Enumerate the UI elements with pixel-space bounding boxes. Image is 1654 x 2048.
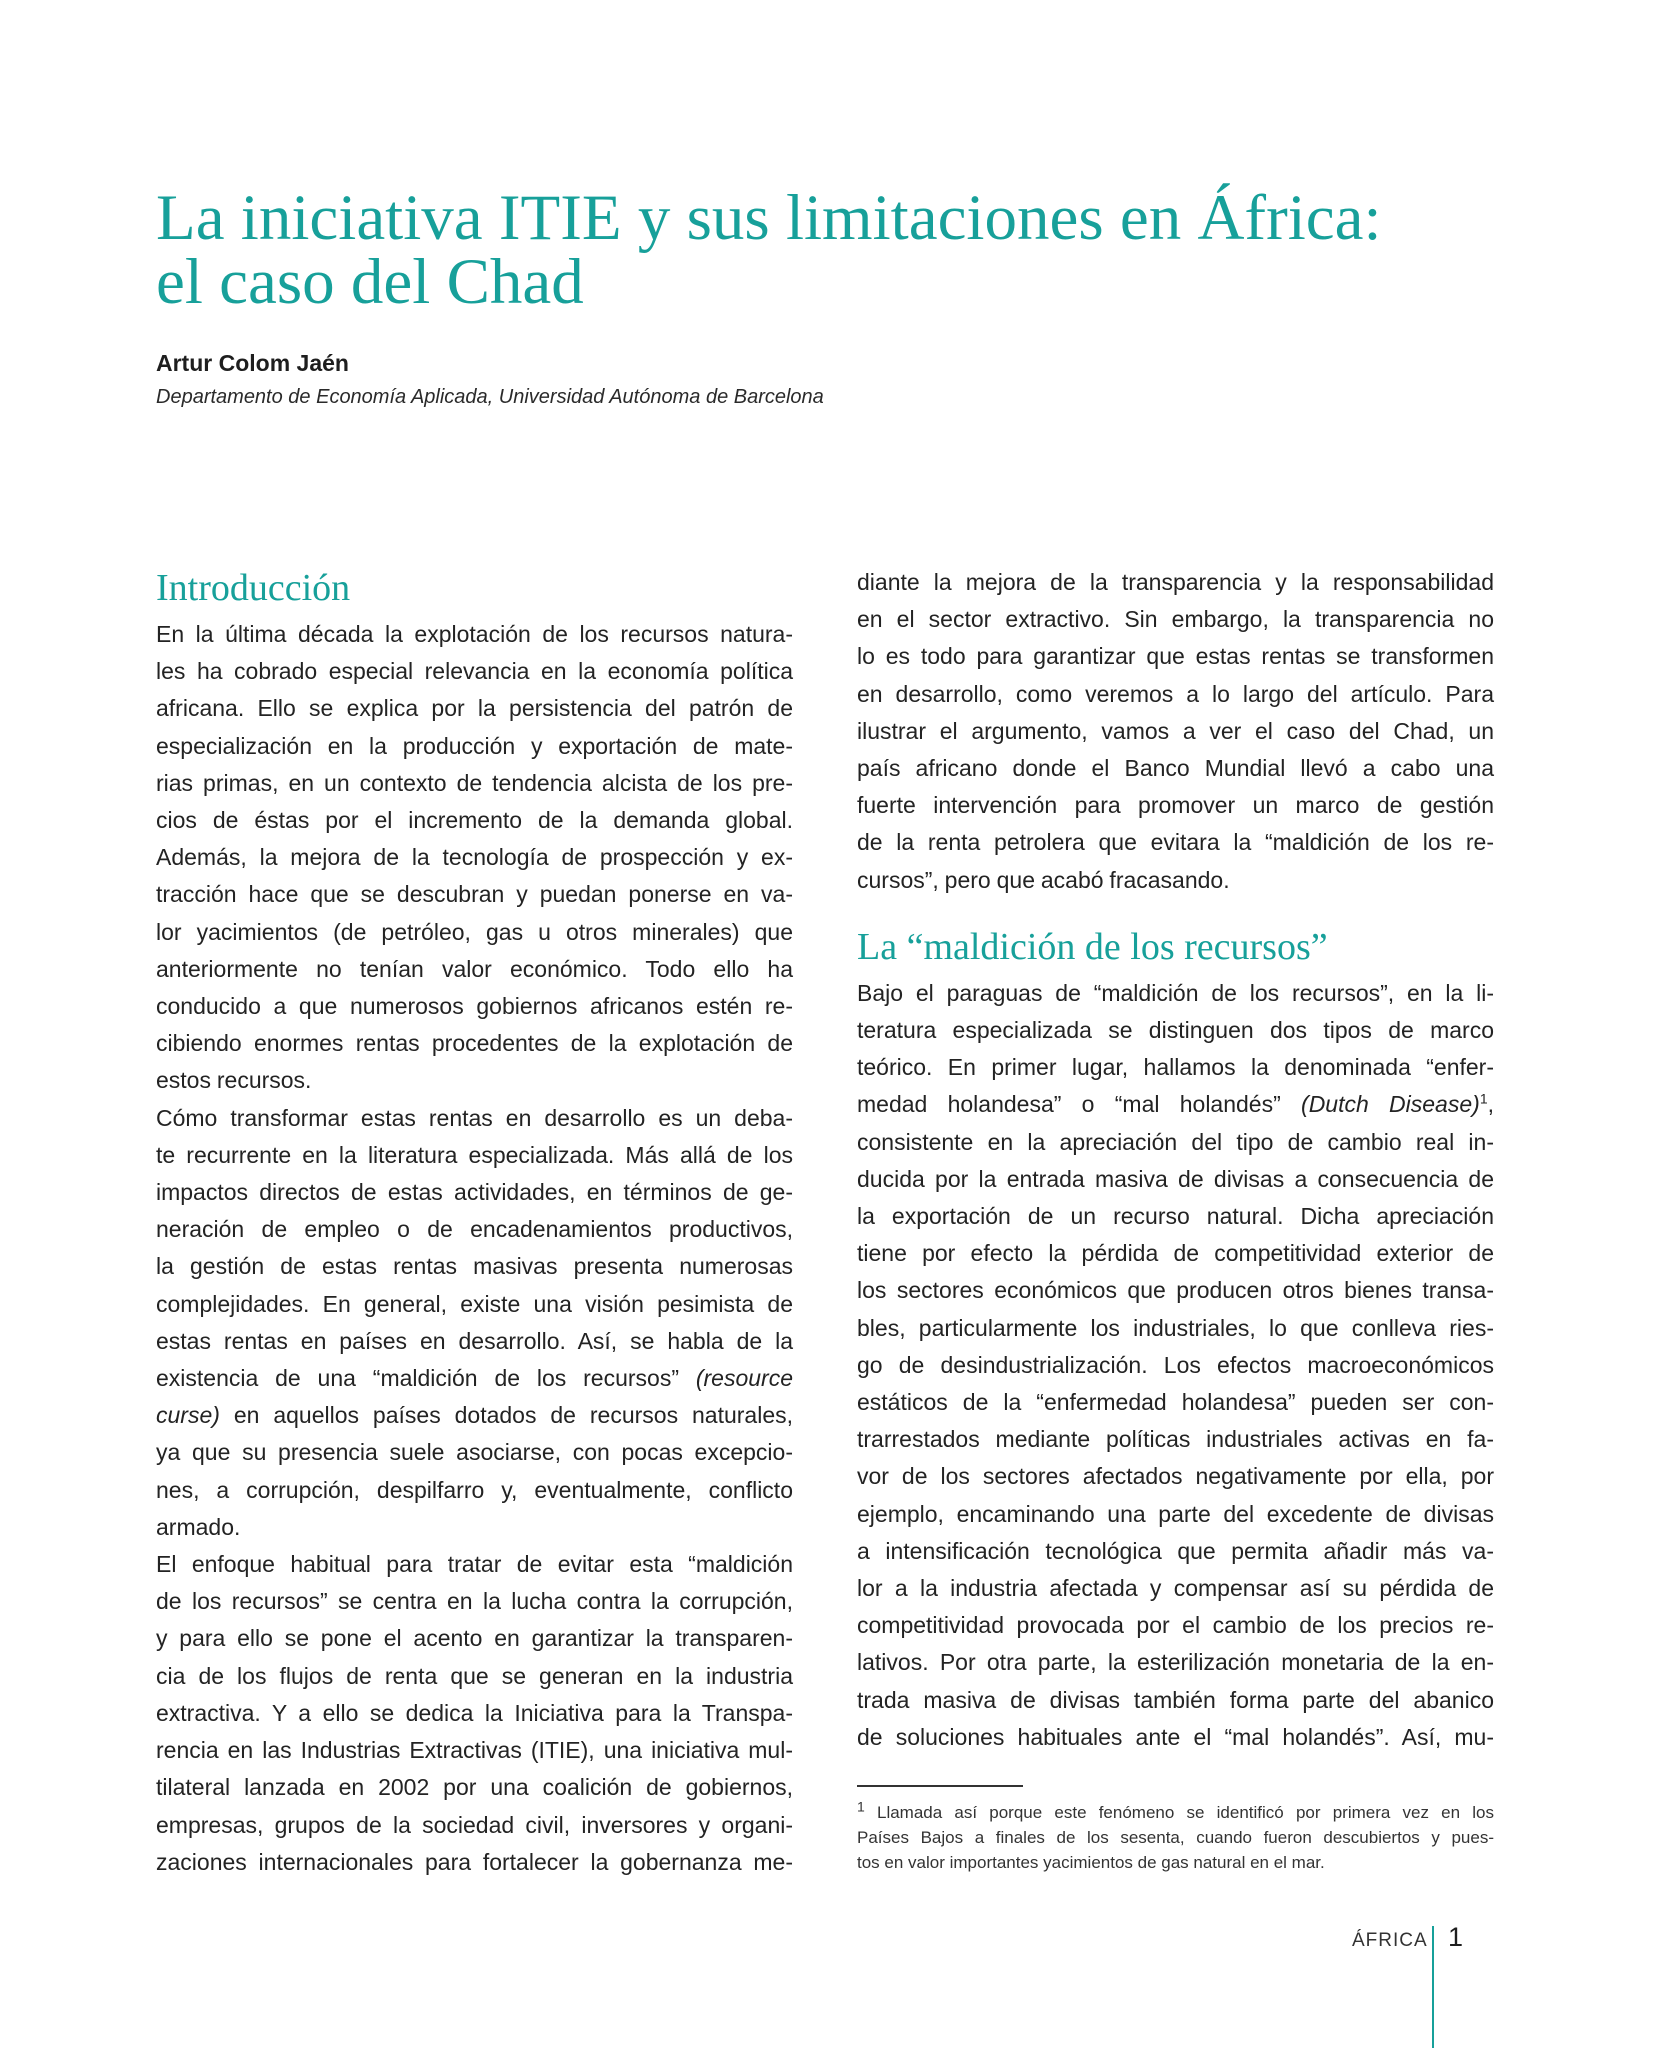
text-line: y para ello se pone el acento en garantizar la transparen-: [156, 1625, 793, 1652]
footnote-text: Llamada así porque este fenómeno se identificó por primera vez en los: [877, 1803, 1494, 1822]
text-line: cursos”, pero que acabó fracasando.: [857, 866, 1230, 893]
text-line: lor a la industria afectada y compensar así su pérdida de: [857, 1575, 1494, 1602]
text-line: cibiendo enormes rentas procedentes de la explotación de: [156, 1030, 793, 1057]
footer-divider: [1432, 1926, 1434, 2048]
paragraph-intro-2: [156, 1100, 793, 1546]
text-line: a intensificación tecnológica que permita añadir más va-: [857, 1537, 1494, 1564]
text-line: Bajo el paraguas de “maldición de los recursos”, en la li-: [857, 979, 1494, 1006]
title-line-1: La iniciativa ITIE y sus limitaciones en África:: [156, 182, 1382, 254]
paragraph-intro-continued: [857, 564, 1494, 899]
footnote-line: [857, 1850, 1494, 1875]
text-line: teórico. En primer lugar, hallamos la denominada “enfer-: [857, 1054, 1494, 1081]
author-name: Artur Colom Jaén: [156, 350, 349, 376]
text-line: cia de los flujos de renta que se generan en la industria: [156, 1662, 793, 1689]
section-heading-introduction: Introducción: [156, 567, 351, 609]
article-title: [156, 182, 1456, 318]
text-line: país africano donde el Banco Mundial llevó a cabo una: [857, 755, 1494, 782]
section-spacer: [857, 899, 1494, 913]
text-line: teratura especializada se distinguen dos tipos de marco: [857, 1017, 1494, 1044]
text-line: estas rentas en países en desarrollo. Así, se habla de la: [156, 1327, 793, 1354]
text-line: [156, 1360, 793, 1397]
footnote-text: Países Bajos a finales de los sesenta, cuando fueron descubiertos y pues-: [857, 1828, 1494, 1847]
text-line: la gestión de estas rentas masivas presenta numerosas: [156, 1253, 793, 1280]
text-line: lo es todo para garantizar que estas rentas se transformen: [857, 643, 1494, 670]
paragraph-intro-3: [156, 1546, 793, 1881]
text-line: africana. Ello se explica por la persistencia del patrón de: [156, 695, 793, 722]
text-line: tiene por efecto la pérdida de competitividad exterior de: [857, 1240, 1494, 1267]
text-run: medad holandesa” o “mal holandés”: [857, 1091, 1302, 1118]
text-line: El enfoque habitual para tratar de evitar esta “maldición: [156, 1551, 793, 1578]
text-line: En la última década la explotación de los recursos natura-: [156, 621, 793, 647]
text-line: trarrestados mediante políticas industriales activas en fa-: [857, 1426, 1494, 1453]
text-line: Además, la mejora de la tecnología de prospección y ex-: [156, 844, 793, 871]
footnote-reference[interactable]: 1: [1479, 1090, 1488, 1107]
text-line: consistente en la apreciación del tipo de cambio real in-: [857, 1128, 1494, 1155]
text-line: diante la mejora de la transparencia y la responsabilidad: [857, 569, 1494, 595]
text-line: te recurrente en la literatura especializada. Más allá de los: [156, 1141, 793, 1168]
text-line: en el sector extractivo. Sin embargo, la transparencia no: [857, 606, 1494, 633]
page-number: 1: [1448, 1922, 1464, 1952]
italic-term: (Dutch Disease): [1301, 1091, 1480, 1118]
text-line: estáticos de la “enfermedad holandesa” pueden ser con-: [857, 1389, 1494, 1416]
text-run: en aquellos países dotados de recursos naturales,: [219, 1402, 793, 1429]
text-line: tracción hace que se descubran y puedan ponerse en va-: [156, 881, 793, 908]
text-line: estos recursos.: [156, 1067, 312, 1094]
text-line: armado.: [156, 1513, 241, 1540]
text-line: rencia en las Industrias Extractivas (ITIE), una iniciativa mul-: [156, 1737, 793, 1764]
text-line: Cómo transformar estas rentas en desarrollo es un deba-: [156, 1104, 793, 1131]
text-line: anteriormente no tenían valor económico. Todo ello ha: [156, 955, 793, 982]
footnote-line: [857, 1800, 1494, 1825]
text-line: lativos. Por otra parte, la esterilización monetaria de la en-: [857, 1649, 1494, 1676]
text-line: ducida por la entrada masiva de divisas a consecuencia de: [857, 1165, 1494, 1192]
text-line: lor yacimientos (de petróleo, gas u otros minerales) que: [156, 918, 793, 945]
text-line: [857, 1086, 1494, 1123]
text-line: bles, particularmente los industriales, lo que conlleva ries-: [857, 1314, 1494, 1341]
italic-term: (resource: [695, 1365, 793, 1392]
paragraph-resource-curse: [857, 975, 1494, 1756]
text-line: en desarrollo, como veremos a lo largo del artículo. Para: [857, 680, 1494, 707]
text-line: ya que su presencia suele asociarse, con pocas excepcio-: [156, 1439, 793, 1466]
column-right: [857, 564, 1494, 1756]
punctuation: ,: [1487, 1091, 1494, 1118]
author-affiliation: Departamento de Economía Aplicada, Universidad Autónoma de Barcelona: [156, 386, 824, 408]
text-line: extractiva. Y a ello se dedica la Iniciativa para la Transpa-: [156, 1699, 793, 1726]
text-line: empresas, grupos de la sociedad civil, inversores y organi-: [156, 1811, 793, 1838]
text-line: cios de éstas por el incremento de la demanda global.: [156, 807, 793, 834]
text-line: de soluciones habituales ante el “mal holandés”. Así, mu-: [857, 1723, 1494, 1750]
text-line: ejemplo, encaminando una parte del excedente de divisas: [857, 1500, 1494, 1527]
text-line: competitividad provocada por el cambio de los precios re-: [857, 1612, 1494, 1639]
text-run: existencia de una “maldición de los recursos”: [156, 1365, 696, 1392]
text-line: impactos directos de estas actividades, en términos de ge-: [156, 1179, 793, 1206]
text-line: vor de los sectores afectados negativamente por ella, por: [857, 1463, 1494, 1490]
text-line: neración de empleo o de encadenamientos productivos,: [156, 1216, 793, 1243]
text-line: [156, 1397, 793, 1434]
footnote-number: 1: [857, 1798, 865, 1815]
text-line: complejidades. En general, existe una visión pesimista de: [156, 1290, 793, 1317]
text-line: rias primas, en un contexto de tendencia alcista de los pre-: [156, 769, 793, 796]
text-line: nes, a corrupción, despilfarro y, eventualmente, conflicto: [156, 1476, 793, 1503]
text-line: les ha cobrado especial relevancia en la economía política: [156, 658, 793, 685]
text-line: go de desindustrialización. Los efectos macroeconómicos: [857, 1351, 1494, 1378]
footnote: [857, 1800, 1494, 1875]
text-line: conducido a que numerosos gobiernos africanos estén re-: [156, 993, 793, 1020]
footnote-line: [857, 1825, 1494, 1850]
paragraph-intro-1: [156, 616, 793, 1100]
footnote-text: tos en valor importantes yacimientos de gas natural en el mar.: [857, 1853, 1325, 1872]
text-line: fuerte intervención para promover un marco de gestión: [857, 792, 1494, 819]
text-line: ilustrar el argumento, vamos a ver el caso del Chad, un: [857, 717, 1494, 744]
text-line: de los recursos” se centra en la lucha contra la corrupción,: [156, 1588, 793, 1615]
footer-section-label: ÁFRICA: [1352, 1930, 1428, 1951]
text-line: zaciones internacionales para fortalecer la gobernanza me-: [156, 1848, 793, 1875]
text-line: tilateral lanzada en 2002 por una coalición de gobiernos,: [156, 1774, 793, 1801]
text-line: los sectores económicos que producen otros bienes transa-: [857, 1277, 1494, 1304]
section-heading-resource-curse: La “maldición de los recursos”: [857, 925, 1328, 968]
text-line: la exportación de un recurso natural. Dicha apreciación: [857, 1203, 1494, 1230]
title-line-2: el caso del Chad: [156, 246, 584, 318]
footnote-separator: [857, 1785, 1023, 1787]
text-line: especialización en la producción y exportación de mate-: [156, 732, 793, 759]
text-line: de la renta petrolera que evitara la “maldición de los re-: [857, 829, 1494, 856]
text-line: trada masiva de divisas también forma parte del abanico: [857, 1686, 1494, 1713]
italic-term: curse): [156, 1402, 220, 1429]
column-left: [156, 564, 793, 1881]
